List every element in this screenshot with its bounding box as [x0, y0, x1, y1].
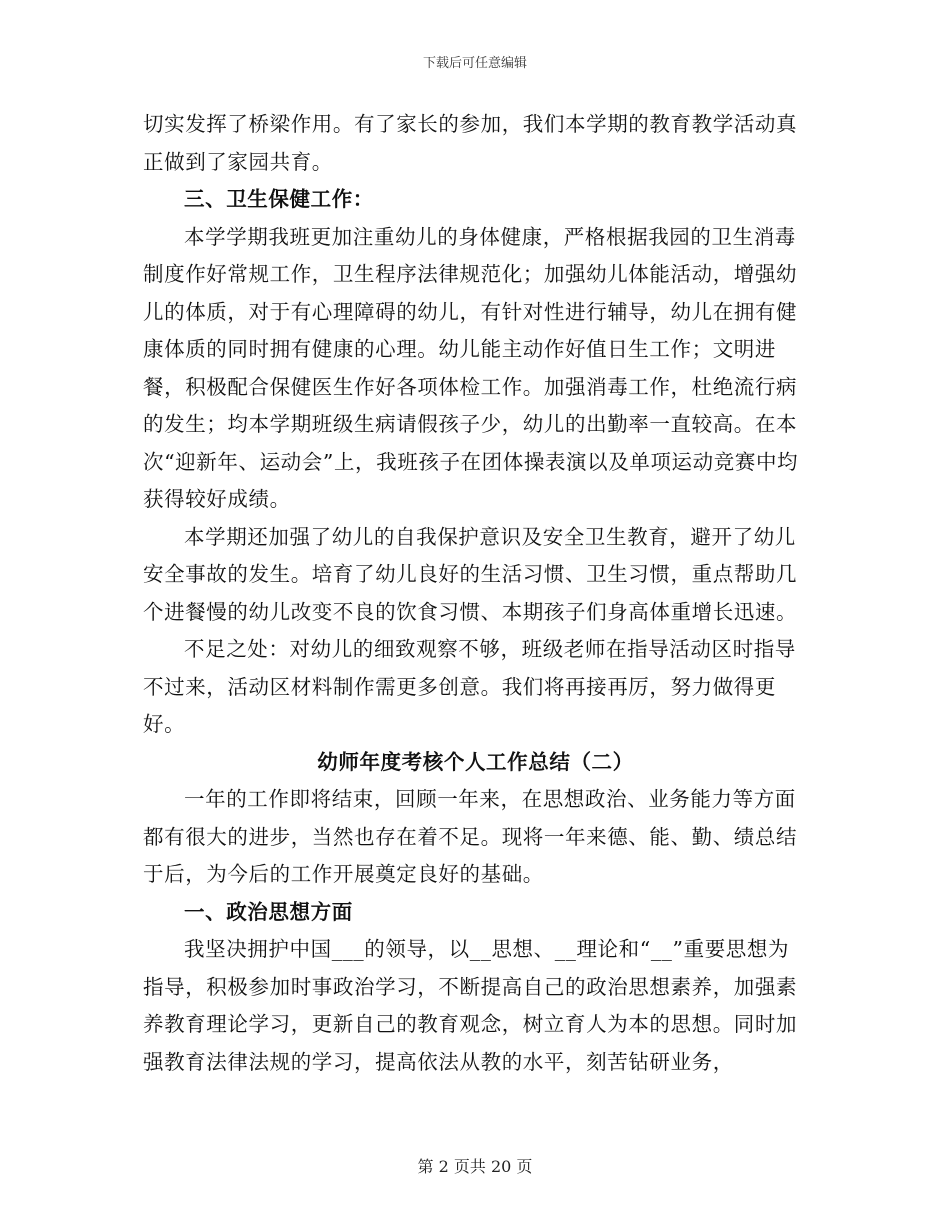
- paragraph-shortcomings: 不足之处：对幼儿的细致观察不够，班级老师在指导活动区时指导不过来，活动区材料制作需更多创意。我们将再接再厉，努力做得更好。: [143, 637, 796, 736]
- paragraph-safety: 本学期还加强了幼儿的自我保护意识及安全卫生教育，避开了幼儿安全事故的发生。培育了幼儿良好的生活习惯、卫生习惯，重点帮助几个进餐慢的幼儿改变不良的饮食习惯、本期孩子们身高体重增长迅速。: [143, 524, 798, 624]
- paragraph-continuation: 切实发挥了桥梁作用。有了家长的参加，我们本学期的教育教学活动真正做到了家园共育。: [143, 112, 798, 174]
- section-heading-politics: 一、政治思想方面: [184, 899, 353, 924]
- article-title: 幼师年度考核个人工作总结（二）: [317, 749, 634, 774]
- paragraph-intro: 一年的工作即将结束，回顾一年来，在思想政治、业务能力等方面都有很大的进步，当然也存在着不足。现将一年来德、能、勤、绩总结于后，为今后的工作开展奠定良好的基础。: [143, 787, 798, 886]
- paragraph-politics: 我坚决拥护中国___的领导，以__思想、__理论和“__”重要思想为指导，积极参加时事政治学习，不断提高自己的政治思想素养，加强素养教育理论学习，更新自己的教育观念，树立育人为本的思想。同时加强教育法律法规的学习，提高依法从教的水平，刻苦钻研业务，: [143, 937, 798, 1074]
- paragraph-health: 本学学期我班更加注重幼儿的身体健康，严格根据我园的卫生消毒制度作好常规工作，卫生程序法律规范化；加强幼儿体能活动，增强幼儿的体质，对于有心理障碍的幼儿，有针对性进行辅导，幼儿在拥有健康体质的同时拥有健康的心理。幼儿能主动作好值日生工作；文明进餐，积极配合保健医生作好各项体检工作。加强消毒工作，杜绝流行病的发生；均本学期班级生病请假孩子少，幼儿的出勤率一直较高。在本次“迎新年、运动会”上，我班孩子在团体操表演以及单项运动竞赛中均获得较好成绩。: [143, 224, 799, 511]
- page-footer: 第 2 页共 20 页: [417, 1157, 533, 1176]
- page-header: 下载后可任意编辑: [422, 56, 527, 71]
- section-heading-health: 三、卫生保健工作：: [184, 187, 374, 211]
- document-body: [143, 106, 808, 1081]
